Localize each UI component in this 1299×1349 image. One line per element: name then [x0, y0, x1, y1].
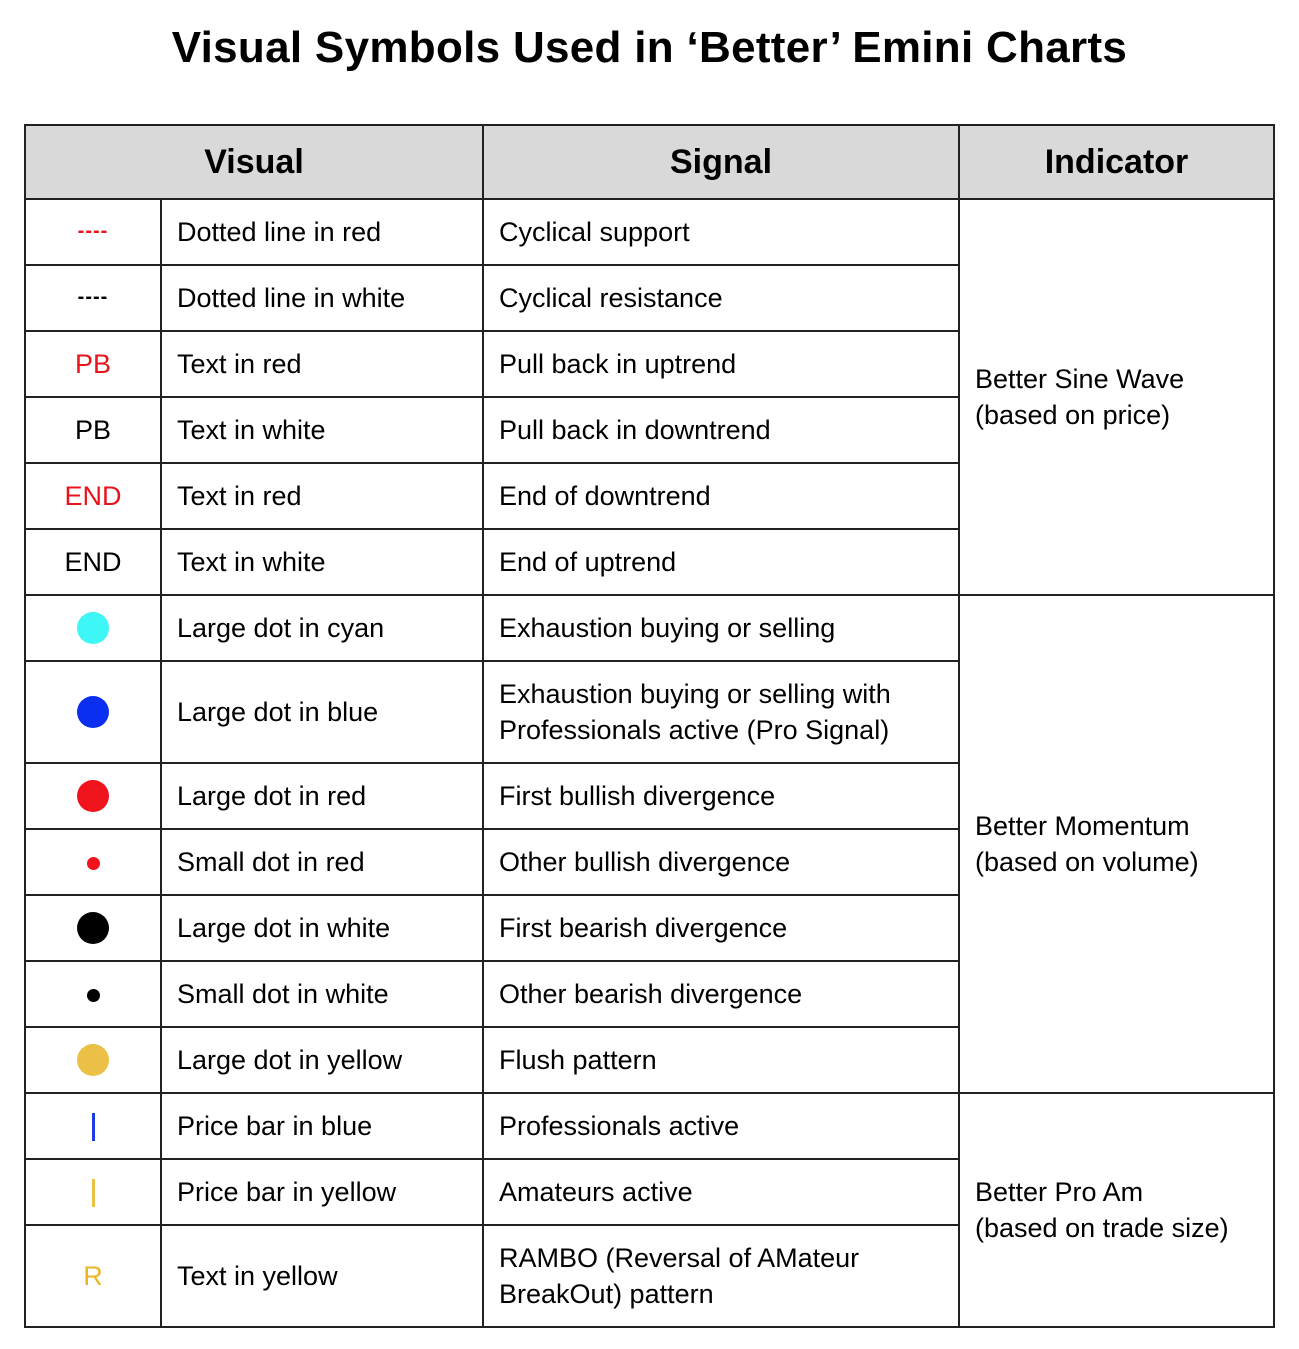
signal-cell [483, 829, 959, 895]
large-dot-icon [77, 612, 109, 644]
price-bar-icon [92, 1113, 95, 1141]
signal-cell [483, 1093, 959, 1159]
indicator-cell [959, 199, 1274, 595]
symbol-cell [25, 331, 161, 397]
indicator-name: Better Pro Am [975, 1177, 1144, 1207]
large-dot-icon [77, 1044, 109, 1076]
signal-cell [483, 463, 959, 529]
symbol-description: Small dot in red [161, 829, 483, 895]
signal-text: Pull back in uptrend [499, 349, 737, 379]
indicator-name: Better Momentum [975, 811, 1190, 841]
symbol-description: Dotted line in red [161, 199, 483, 265]
symbols-table [24, 124, 1275, 1328]
symbol-description: Price bar in blue [161, 1093, 483, 1159]
symbol-description: Large dot in blue [161, 661, 483, 763]
symbol-description: Text in red [161, 331, 483, 397]
table-body [25, 199, 1274, 1327]
symbol-cell [25, 1159, 161, 1225]
signal-text: First bearish divergence [499, 913, 788, 943]
symbol-description: Text in white [161, 529, 483, 595]
symbol-description: Large dot in cyan [161, 595, 483, 661]
large-dot-icon [77, 780, 109, 812]
symbol-description: Text in yellow [161, 1225, 483, 1327]
symbol-cell [25, 1093, 161, 1159]
symbol-description: Large dot in yellow [161, 1027, 483, 1093]
header-row [25, 125, 1274, 199]
symbol-description: Small dot in white [161, 961, 483, 1027]
indicator-cell [959, 595, 1274, 1093]
signal-text-continued: Professionals active (Pro Signal) [499, 715, 890, 745]
signal-cell [483, 397, 959, 463]
signal-cell [483, 529, 959, 595]
dotted-line-symbol: ---- [77, 285, 109, 308]
signal-text-continued: BreakOut) pattern [499, 1279, 714, 1309]
symbol-cell [25, 961, 161, 1027]
symbol-cell [25, 895, 161, 961]
signal-text: Flush pattern [499, 1045, 657, 1075]
symbol-cell [25, 1027, 161, 1093]
symbol-description: Text in white [161, 397, 483, 463]
indicator-name: Better Sine Wave [975, 364, 1185, 394]
signal-cell [483, 661, 959, 763]
indicator-basis: (based on price) [975, 400, 1171, 430]
text-symbol: END [64, 546, 122, 577]
page-title: Visual Symbols Used in ‘Better’ Emini Charts [171, 23, 1128, 72]
signal-cell [483, 895, 959, 961]
text-symbol: END [64, 480, 122, 511]
symbol-cell [25, 595, 161, 661]
large-dot-icon [77, 696, 109, 728]
signal-text: Cyclical resistance [499, 283, 723, 313]
price-bar-icon [92, 1179, 95, 1207]
indicator-basis: (based on trade size) [975, 1213, 1229, 1243]
signal-text: Exhaustion buying or selling [499, 613, 836, 643]
signal-cell [483, 331, 959, 397]
symbol-description: Large dot in white [161, 895, 483, 961]
header-signal: Signal [483, 125, 959, 199]
signal-text: End of downtrend [499, 481, 711, 511]
signal-text: Cyclical support [499, 217, 690, 247]
symbol-cell [25, 1225, 161, 1327]
symbol-cell [25, 829, 161, 895]
text-symbol: R [83, 1260, 103, 1291]
signal-text: End of uptrend [499, 547, 677, 577]
symbol-cell [25, 397, 161, 463]
small-dot-icon [87, 989, 100, 1002]
signal-text: Other bullish divergence [499, 847, 791, 877]
signal-text: RAMBO (Reversal of AMateur [499, 1243, 860, 1273]
table-row [25, 199, 1274, 265]
signal-text: Exhaustion buying or selling with [499, 679, 891, 709]
signal-text: Amateurs active [499, 1177, 693, 1207]
signal-cell [483, 961, 959, 1027]
large-dot-icon [77, 912, 109, 944]
signal-cell [483, 595, 959, 661]
header-visual: Visual [25, 125, 483, 199]
symbol-description: Price bar in yellow [161, 1159, 483, 1225]
symbol-description: Dotted line in white [161, 265, 483, 331]
symbol-description: Large dot in red [161, 763, 483, 829]
indicator-basis: (based on volume) [975, 847, 1199, 877]
signal-cell [483, 199, 959, 265]
symbol-cell [25, 199, 161, 265]
small-dot-icon [87, 857, 100, 870]
table-row [25, 1093, 1274, 1159]
signal-cell [483, 763, 959, 829]
symbol-cell [25, 265, 161, 331]
text-symbol: PB [74, 414, 112, 445]
symbol-cell [25, 661, 161, 763]
indicator-cell [959, 1093, 1274, 1327]
signal-text: Pull back in downtrend [499, 415, 771, 445]
signal-text: First bullish divergence [499, 781, 776, 811]
header-indicator: Indicator [959, 125, 1274, 199]
text-symbol: PB [74, 348, 112, 379]
dotted-line-symbol: ---- [77, 219, 109, 242]
signal-text: Other bearish divergence [499, 979, 803, 1009]
symbol-cell [25, 529, 161, 595]
signal-cell [483, 1225, 959, 1327]
signal-cell [483, 265, 959, 331]
symbol-description: Text in red [161, 463, 483, 529]
symbol-cell [25, 463, 161, 529]
symbol-cell [25, 763, 161, 829]
signal-cell [483, 1159, 959, 1225]
signal-cell [483, 1027, 959, 1093]
table-row [25, 595, 1274, 661]
signal-text: Professionals active [499, 1111, 740, 1141]
